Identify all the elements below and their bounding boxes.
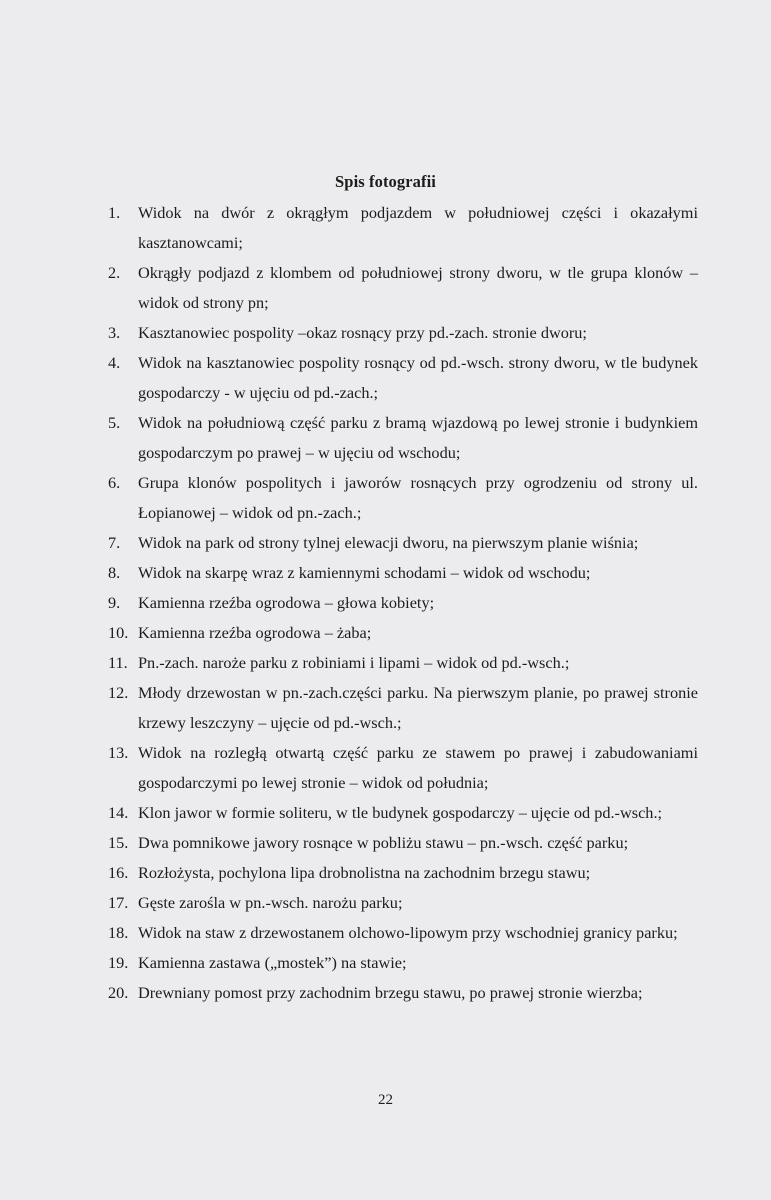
- list-item: [108, 258, 698, 318]
- list-item: [108, 468, 698, 528]
- item-text: Grupa klonów pospolitych i jaworów rosnących przy ogrodzeniu od strony ul. Łopianowej – widok od pn.-zach.;: [138, 473, 698, 522]
- item-number: 20.: [108, 983, 129, 1002]
- item-text: Gęste zarośla w pn.-wsch. narożu parku;: [138, 893, 403, 912]
- item-number: 19.: [108, 953, 129, 972]
- list-item: [108, 648, 698, 678]
- item-text: Kamienna rzeźba ogrodowa – głowa kobiety;: [138, 593, 435, 612]
- list-item: [108, 348, 698, 408]
- item-number: 2.: [108, 263, 121, 282]
- page-number: 22: [378, 1092, 393, 1108]
- item-text: Widok na skarpę wraz z kamiennymi schodami – widok od wschodu;: [138, 563, 591, 582]
- item-number: 4.: [108, 353, 121, 372]
- list-item: [108, 198, 698, 258]
- item-number: 8.: [108, 563, 121, 582]
- item-number: 7.: [108, 533, 121, 552]
- item-text: Drewniany pomost przy zachodnim brzegu stawu, po prawej stronie wierzba;: [138, 983, 643, 1002]
- item-number: 15.: [108, 833, 129, 852]
- item-number: 10.: [108, 623, 129, 642]
- list-item: [108, 858, 698, 888]
- list-item: [108, 828, 698, 858]
- item-number: 17.: [108, 893, 129, 912]
- item-number: 3.: [108, 323, 121, 342]
- list-item: [108, 588, 698, 618]
- item-number: 14.: [108, 803, 129, 822]
- list-item: [108, 318, 698, 348]
- item-number: 11.: [108, 653, 128, 672]
- item-text: Rozłożysta, pochylona lipa drobnolistna na zachodnim brzegu stawu;: [138, 863, 591, 882]
- list-item: [108, 948, 698, 978]
- list-item: [108, 798, 698, 828]
- list-item: [108, 528, 698, 558]
- item-number: 1.: [108, 203, 121, 222]
- item-text: Kasztanowiec pospolity –okaz rosnący przy pd.-zach. stronie dworu;: [138, 323, 587, 342]
- item-text: Widok na południową część parku z bramą wjazdową po lewej stronie i budynkiem gospodarczym po prawej – w ujęciu od wschodu;: [138, 413, 698, 462]
- list-item: [108, 888, 698, 918]
- item-number: 9.: [108, 593, 121, 612]
- item-text: Klon jawor w formie soliteru, w tle budynek gospodarczy – ujęcie od pd.-wsch.;: [138, 803, 663, 822]
- item-text: Widok na park od strony tylnej elewacji dworu, na pierwszym planie wiśnia;: [138, 533, 639, 552]
- item-number: 6.: [108, 473, 121, 492]
- item-text: Widok na kasztanowiec pospolity rosnący od pd.-wsch. strony dworu, w tle budynek gospodarczy - w ujęciu od pd.-zach.;: [138, 353, 698, 402]
- list-item: [108, 738, 698, 798]
- item-text: Dwa pomnikowe jawory rosnące w pobliżu stawu – pn.-wsch. część parku;: [138, 833, 629, 852]
- item-number: 16.: [108, 863, 129, 882]
- item-text: Okrągły podjazd z klombem od południowej strony dworu, w tle grupa klonów – widok od strony pn;: [138, 263, 698, 312]
- item-number: 13.: [108, 743, 129, 762]
- item-number: 12.: [108, 683, 129, 702]
- list-item: [108, 408, 698, 468]
- photo-list: [108, 198, 698, 1008]
- item-text: Widok na rozległą otwartą część parku ze stawem po prawej i zabudowaniami gospodarczymi po lewej stronie – widok od południa;: [138, 743, 698, 792]
- item-text: Młody drzewostan w pn.-zach.części parku. Na pierwszym planie, po prawej stronie krzewy leszczyny – ujęcie od pd.-wsch.;: [138, 683, 698, 732]
- list-item: [108, 918, 698, 948]
- item-number: 5.: [108, 413, 121, 432]
- item-text: Kamienna zastawa („mostek”) na stawie;: [138, 953, 407, 972]
- page-title: Spis fotografii: [335, 172, 436, 191]
- item-text: Kamienna rzeźba ogrodowa – żaba;: [138, 623, 372, 642]
- list-item: [108, 558, 698, 588]
- item-text: Widok na staw z drzewostanem olchowo-lipowym przy wschodniej granicy parku;: [138, 923, 678, 942]
- list-item: [108, 678, 698, 738]
- list-item: [108, 618, 698, 648]
- item-text: Pn.-zach. naroże parku z robiniami i lipami – widok od pd.-wsch.;: [138, 653, 570, 672]
- list-item: [108, 978, 698, 1008]
- item-text: Widok na dwór z okrągłym podjazdem w południowej części i okazałymi kasztanowcami;: [138, 203, 698, 252]
- item-number: 18.: [108, 923, 129, 942]
